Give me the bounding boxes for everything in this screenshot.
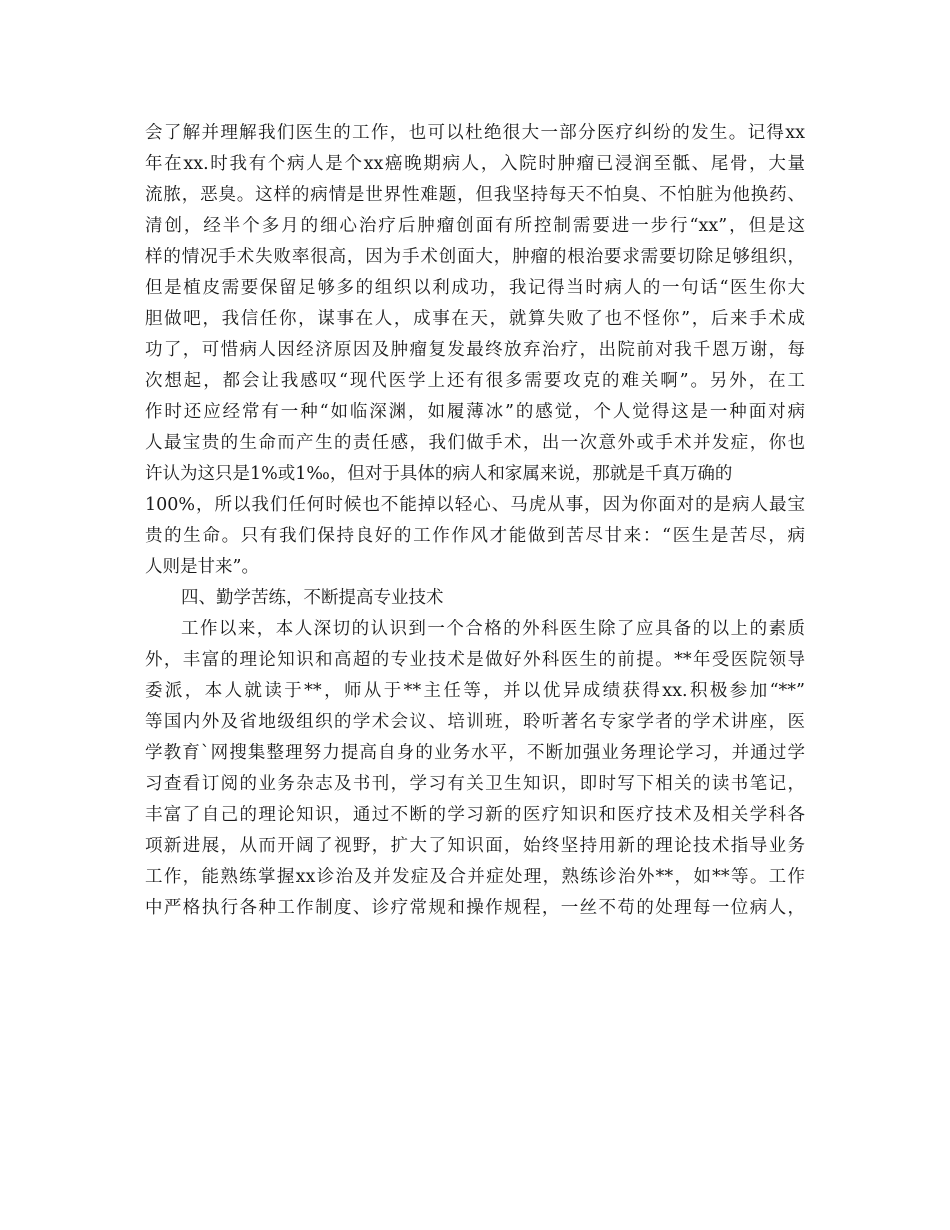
text-line: 学教育`网搜集整理努力提高自身的业务水平，不断加强业务理论学习，并通过学 xyxy=(145,743,805,763)
text-line: 工作，能熟练掌握xx诊治及并发症及合并症处理，熟练诊治外**，如**等。工作 xyxy=(145,867,805,887)
text-line: 年在xx.时我有个病人是个xx癌晚期病人，入院时肿瘤已浸润至骶、尾骨，大量 xyxy=(145,154,805,174)
text-line: 等国内外及省地级组织的学术会议、培训班，聆听著名专家学者的学术讲座，医 xyxy=(145,712,805,732)
text-line: 功了，可惜病人因经济原因及肿瘤复发最终放弃治疗，出院前对我千恩万谢，每 xyxy=(145,340,805,360)
text-line: 清创，经半个多月的细心治疗后肿瘤创面有所控制需要进一步行“xx”，但是这 xyxy=(145,216,805,236)
text-line: 工作以来，本人深切的认识到一个合格的外科医生除了应具备的以上的素质 xyxy=(181,619,805,639)
paragraph xyxy=(145,118,805,583)
text-line: 习查看订阅的业务杂志及书刊，学习有关卫生知识，即时写下相关的读书笔记， xyxy=(145,774,805,794)
text-line: 中严格执行各种工作制度、诊疗常规和操作规程，一丝不苟的处理每一位病人， xyxy=(145,898,805,918)
text-line: 人最宝贵的生命而产生的责任感，我们做手术，出一次意外或手术并发症，你也 xyxy=(145,433,805,453)
text-line: 人则是甘来”。 xyxy=(145,557,259,577)
text-line: 委派，本人就读于**，师从于**主任等，并以优异成绩获得xx.积极参加“**” xyxy=(145,681,805,701)
text-line: 外，丰富的理论知识和高超的专业技术是做好外科医生的前提。**年受医院领导 xyxy=(145,650,805,670)
text-line: 许认为这只是1%或1‰，但对于具体的病人和家属来说，那就是千真万确的 xyxy=(145,464,733,484)
text-line: 作时还应经常有一种“如临深渊，如履薄冰”的感觉，个人觉得这是一种面对病 xyxy=(145,402,805,422)
text-line: 次想起，都会让我感叹“现代医学上还有很多需要攻克的难关啊”。另外，在工 xyxy=(145,371,805,391)
text-line: 但是植皮需要保留足够多的组织以利成功，我记得当时病人的一句话“医生你大 xyxy=(145,278,805,298)
section-heading-text: 四、勤学苦练，不断提高专业技术 xyxy=(181,588,444,608)
text-line: 100%，所以我们任何时候也不能掉以轻心、马虎从事，因为你面对的是病人最宝 xyxy=(145,495,805,515)
paragraph xyxy=(145,614,805,924)
text-line: 会了解并理解我们医生的工作，也可以杜绝很大一部分医疗纠纷的发生。记得xx xyxy=(145,123,805,143)
text-line: 项新进展，从而开阔了视野，扩大了知识面，始终坚持用新的理论技术指导业务 xyxy=(145,836,805,856)
section-heading xyxy=(145,583,805,614)
document-body xyxy=(145,118,805,924)
text-line: 胆做吧，我信任你，谋事在人，成事在天，就算失败了也不怪你”，后来手术成 xyxy=(145,309,805,329)
text-line: 样的情况手术失败率很高，因为手术创面大，肿瘤的根治要求需要切除足够组织， xyxy=(145,247,805,267)
text-line: 丰富了自己的理论知识，通过不断的学习新的医疗知识和医疗技术及相关学科各 xyxy=(145,805,805,825)
text-line: 贵的生命。只有我们保持良好的工作作风才能做到苦尽甘来：“医生是苦尽，病 xyxy=(145,526,805,546)
text-line: 流脓，恶臭。这样的病情是世界性难题，但我坚持每天不怕臭、不怕脏为他换药、 xyxy=(145,185,805,205)
